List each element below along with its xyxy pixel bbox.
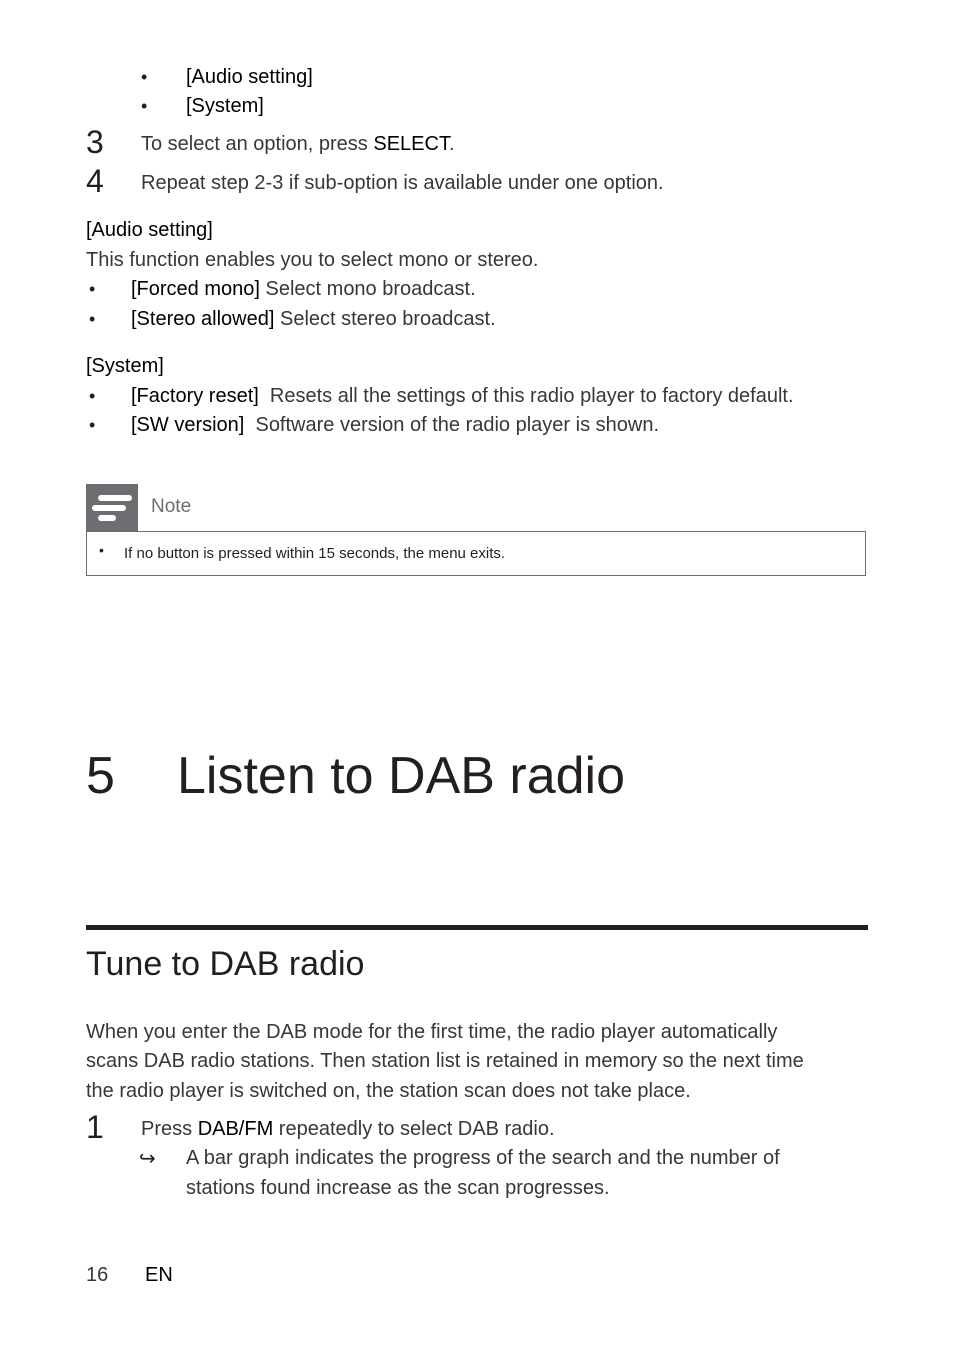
bullet-icon: • xyxy=(89,415,96,435)
page-number: 16 xyxy=(86,1264,109,1286)
step-text: Repeat step 2-3 if sub-option is available under one option. xyxy=(141,172,664,194)
subheading: [Audio setting] xyxy=(86,219,213,241)
step-text: Press DAB/FM repeatedly to select DAB radio. xyxy=(141,1118,555,1140)
paragraph: This function enables you to select mono or stereo. xyxy=(86,249,539,271)
step-number: 1 xyxy=(86,1109,104,1145)
step-number: 3 xyxy=(86,124,104,160)
paragraph-line: scans DAB radio stations. Then station list is retained in memory so the next time xyxy=(86,1050,804,1072)
list-item: [Stereo allowed] Select stereo broadcast. xyxy=(131,308,496,330)
bullet-icon: • xyxy=(99,542,104,558)
bullet-icon: • xyxy=(141,96,148,116)
language-code: EN xyxy=(145,1264,173,1286)
bullet-icon: • xyxy=(141,67,148,87)
result-line: stations found increase as the scan progresses. xyxy=(186,1177,610,1199)
section-title: Tune to DAB radio xyxy=(86,945,365,983)
bullet-icon: • xyxy=(89,309,96,329)
paragraph-line: the radio player is switched on, the station scan does not take place. xyxy=(86,1080,691,1102)
chapter-title: Listen to DAB radio xyxy=(177,747,626,805)
note-text: If no button is pressed within 15 seconds, the menu exits. xyxy=(124,545,506,562)
bullet-icon: • xyxy=(89,386,96,406)
bullet-icon: • xyxy=(89,279,96,299)
result-line: A bar graph indicates the progress of the search and the number of xyxy=(186,1147,780,1169)
step-number: 4 xyxy=(86,163,104,199)
section-divider xyxy=(86,925,868,930)
result-arrow-icon: ↪ xyxy=(139,1148,156,1170)
list-item: [Forced mono] Select mono broadcast. xyxy=(131,278,476,300)
chapter-number: 5 xyxy=(86,747,115,805)
list-item: [Factory reset] Resets all the settings of this radio player to factory default. xyxy=(131,385,794,407)
note-icon xyxy=(86,484,138,531)
step-text: To select an option, press SELECT. xyxy=(141,133,455,155)
subheading: [System] xyxy=(86,355,164,377)
list-item: [System] xyxy=(186,95,264,117)
list-item: [Audio setting] xyxy=(186,66,313,88)
list-item: [SW version] Software version of the radio player is shown. xyxy=(131,414,660,436)
note-title: Note xyxy=(151,496,192,517)
paragraph-line: When you enter the DAB mode for the first time, the radio player automatically xyxy=(86,1021,778,1043)
